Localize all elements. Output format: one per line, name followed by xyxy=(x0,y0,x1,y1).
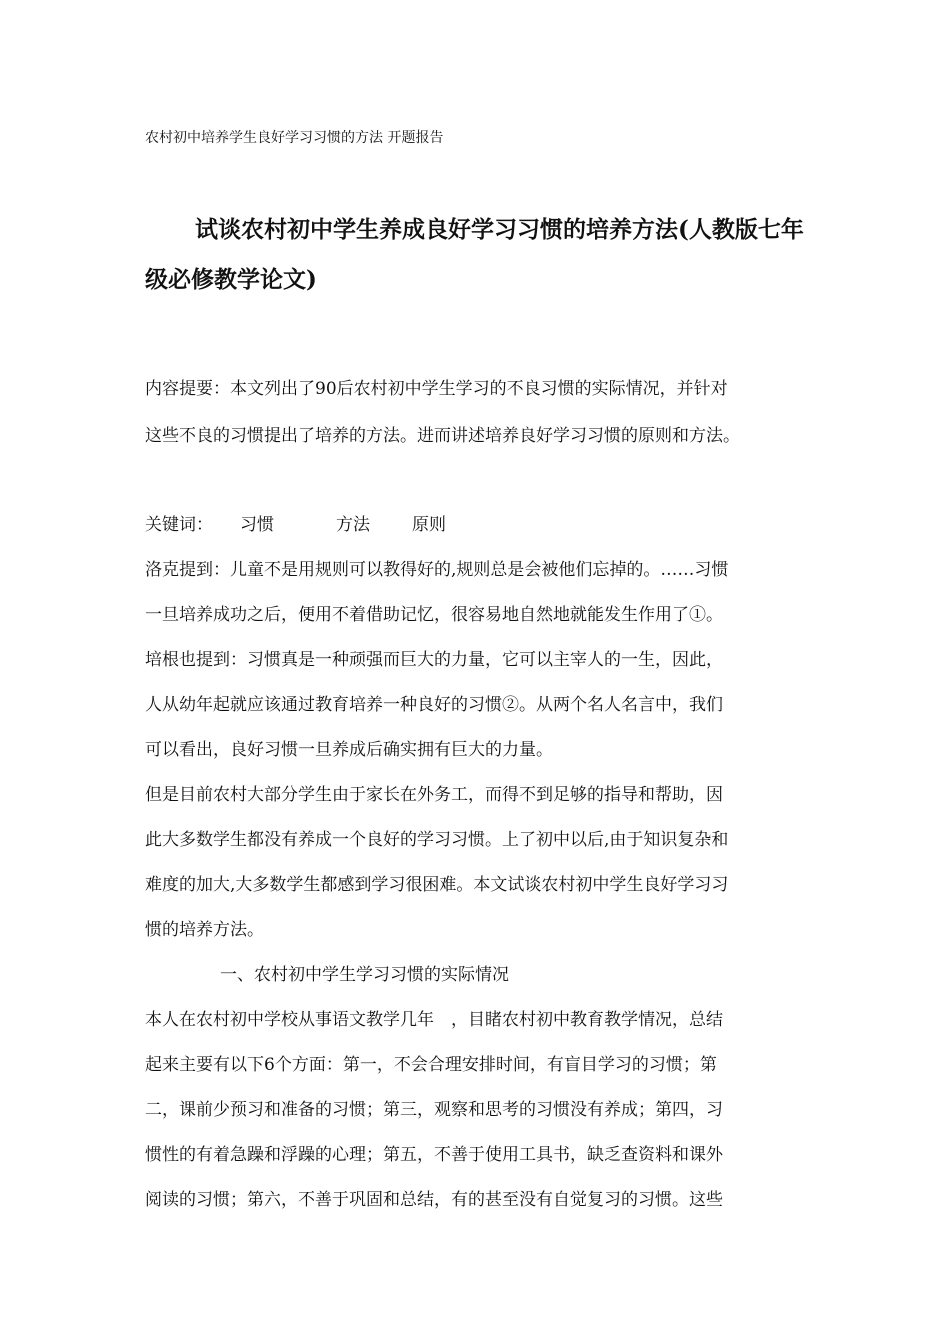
title-text: 试谈农村初中学生养成良好学习习惯的培养方法(人教版七年级必修教学论文) xyxy=(145,216,804,293)
section-heading: 一、农村初中学生学习习惯的实际情况 xyxy=(220,965,509,985)
document-title xyxy=(145,205,815,305)
keyword: 原则 xyxy=(412,515,446,535)
paragraph-line: 人从幼年起就应该通过教育培养一种良好的习惯②。从两个名人名言中，我们 xyxy=(145,695,723,715)
paragraph-line: 但是目前农村大部分学生由于家长在外务工，而得不到足够的指导和帮助，因 xyxy=(145,785,723,805)
keywords-line xyxy=(145,510,446,535)
keywords-label: 关键词： xyxy=(145,515,213,535)
paragraph-line: 惯的培养方法。 xyxy=(145,920,264,940)
keyword: 习惯 xyxy=(240,515,274,535)
abstract-line: 内容提要：本文列出了90后农村初中学生学习的不良习惯的实际情况，并针对 xyxy=(145,379,728,399)
paragraph-line: 惯性的有着急躁和浮躁的心理；第五，不善于使用工具书，缺乏查资料和课外 xyxy=(145,1145,723,1165)
keyword: 方法 xyxy=(336,515,370,535)
paragraph-line: 二，课前少预习和准备的习惯；第三，观察和思考的习惯没有养成；第四，习 xyxy=(145,1100,723,1120)
paragraph-line: 可以看出，良好习惯一旦养成后确实拥有巨大的力量。 xyxy=(145,740,553,760)
paragraph-line: 起来主要有以下6个方面：第一，不会合理安排时间，有盲目学习的习惯；第 xyxy=(145,1055,717,1075)
paragraph-line: 洛克提到：儿童不是用规则可以教得好的,规则总是会被他们忘掉的。……习惯 xyxy=(145,560,729,580)
paragraph-line: 阅读的习惯；第六，不善于巩固和总结，有的甚至没有自觉复习的习惯。这些 xyxy=(145,1190,723,1210)
abstract-line: 这些不良的习惯提出了培养的方法。进而讲述培养良好学习习惯的原则和方法。 xyxy=(145,426,740,446)
paragraph-line: 此大多数学生都没有养成一个良好的学习习惯。上了初中以后,由于知识复杂和 xyxy=(145,830,729,850)
paragraph-line: 一旦培养成功之后，便用不着借助记忆，很容易地自然地就能发生作用了①。 xyxy=(145,605,723,625)
paragraph-line: 难度的加大,大多数学生都感到学习很困难。本文试谈农村初中学生良好学习习 xyxy=(145,875,729,895)
header-line: 农村初中培养学生良好学习习惯的方法 开题报告 xyxy=(145,130,444,146)
paragraph-line: 本人在农村初中学校从事语文教学几年 ，目睹农村初中教育教学情况，总结 xyxy=(145,1010,723,1030)
paragraph-line: 培根也提到：习惯真是一种顽强而巨大的力量，它可以主宰人的一生，因此， xyxy=(145,650,723,670)
